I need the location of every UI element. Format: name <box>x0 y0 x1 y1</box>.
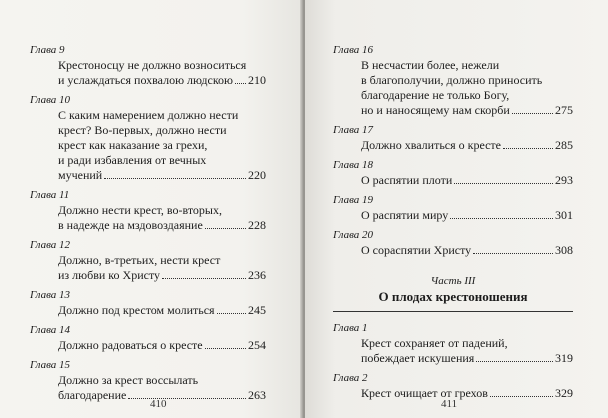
dot-leader <box>512 103 553 114</box>
toc-entry <box>333 44 573 118</box>
chapter-entry <box>333 58 573 118</box>
left-page <box>0 0 303 418</box>
dot-leader <box>450 208 553 219</box>
chapter-entry <box>333 336 573 366</box>
chapter-title <box>361 208 555 223</box>
toc-entry <box>30 324 266 353</box>
chapter-entry <box>30 373 266 403</box>
right-page <box>305 0 608 418</box>
chapter-title-text: Крест очищает от грехов <box>361 386 488 400</box>
chapter-title-text: побеждает искушения <box>361 351 475 365</box>
chapter-title-line: В несчастии более, нежели <box>361 58 500 72</box>
toc-entry <box>333 159 573 188</box>
chapter-title-line <box>58 268 248 283</box>
toc-entry <box>30 239 266 283</box>
chapter-title-text: из любви ко Христу <box>58 268 161 282</box>
page-ref: 285 <box>555 138 573 152</box>
chapter-title <box>361 58 555 118</box>
chapter-title <box>361 173 555 188</box>
dot-leader <box>490 386 553 397</box>
chapter-title-line: крест как наказание за грехи, <box>58 138 208 152</box>
dot-leader <box>128 388 246 399</box>
chapter-title-text: в надежде на мздовоздаяние <box>58 218 203 232</box>
page-ref: 293 <box>555 173 573 187</box>
chapter-label: Глава 16 <box>333 44 374 56</box>
chapter-label: Глава 11 <box>30 189 70 201</box>
chapter-title-line: и ради избавления от вечных <box>58 153 207 167</box>
toc-entry <box>30 189 266 233</box>
page-ref: 228 <box>248 218 266 232</box>
part-heading <box>333 274 573 312</box>
chapter-title <box>58 303 248 318</box>
chapter-title-line <box>361 351 555 366</box>
toc-entry <box>30 94 266 183</box>
dot-leader <box>217 303 246 314</box>
chapter-title-line: Крест сохраняет от падений, <box>361 336 508 350</box>
page-ref: 254 <box>248 338 266 352</box>
chapter-title-line <box>58 218 248 233</box>
chapter-title-line <box>361 243 555 258</box>
left-toc <box>30 44 266 409</box>
chapter-label: Глава 9 <box>30 44 65 56</box>
chapter-title-text: Должно хвалиться о кресте <box>361 138 501 152</box>
chapter-label: Глава 1 <box>333 322 368 334</box>
chapter-title-line <box>361 103 555 118</box>
chapter-entry <box>333 173 573 188</box>
part-rule <box>333 311 573 312</box>
chapter-title <box>361 386 555 401</box>
chapter-title <box>58 203 248 233</box>
chapter-title-line <box>58 303 248 318</box>
chapter-title-line <box>58 338 248 353</box>
page-ref: 263 <box>248 388 266 402</box>
chapter-title-line <box>58 73 248 88</box>
page-ref: 319 <box>555 351 573 365</box>
toc-entry <box>333 372 573 401</box>
page-number-left: 410 <box>150 398 167 410</box>
chapter-label: Глава 10 <box>30 94 71 106</box>
chapter-entry <box>30 303 266 318</box>
part-label: Часть III <box>430 275 476 287</box>
chapter-label: Глава 13 <box>30 289 71 301</box>
chapter-title <box>361 243 555 258</box>
toc-entry <box>333 322 573 366</box>
chapter-entry <box>333 243 573 258</box>
chapter-title-text: благодарение <box>58 388 127 402</box>
chapter-title-text: мучений <box>58 168 103 182</box>
chapter-title-text: Должно под крестом молиться <box>58 303 215 317</box>
dot-leader <box>503 138 553 149</box>
chapter-entry <box>30 203 266 233</box>
page-ref: 245 <box>248 303 266 317</box>
chapter-title-line: благодарение не только Богу, <box>361 88 510 102</box>
dot-leader <box>235 73 246 84</box>
chapter-label: Глава 19 <box>333 194 374 206</box>
chapter-title <box>58 253 248 283</box>
chapter-title-line <box>361 138 555 153</box>
chapter-title-line: Должно, в-третьих, нести крест <box>58 253 221 267</box>
chapter-title-text: и услаждаться похвалою людскою <box>58 73 234 87</box>
dot-leader <box>473 243 553 254</box>
chapter-label: Глава 18 <box>333 159 374 171</box>
chapter-title-line <box>361 386 555 401</box>
toc-entry <box>333 124 573 153</box>
chapter-title <box>58 338 248 353</box>
page-ref: 220 <box>248 168 266 182</box>
page-ref: 210 <box>248 73 266 87</box>
page-ref: 308 <box>555 243 573 257</box>
dot-leader <box>162 268 246 279</box>
chapter-label: Глава 12 <box>30 239 71 251</box>
chapter-title-line: в благополучии, должно приносить <box>361 73 543 87</box>
chapter-title-text: но и наносящему нам скорби <box>361 103 510 117</box>
chapter-title-text: О сораспятии Христу <box>361 243 472 257</box>
chapter-label: Глава 14 <box>30 324 71 336</box>
chapter-title <box>361 138 555 153</box>
chapter-title <box>361 336 555 366</box>
page-ref: 236 <box>248 268 266 282</box>
toc-group-part-three <box>333 322 573 401</box>
chapter-entry <box>333 208 573 223</box>
page-number-right: 411 <box>441 398 458 410</box>
part-title: О плодах крестоношения <box>378 289 528 304</box>
chapter-title-line: Должно нести крест, во-вторых, <box>58 203 222 217</box>
chapter-title-line <box>58 168 248 183</box>
chapter-title-text: Должно радоваться о кресте <box>58 338 203 352</box>
chapter-label: Глава 2 <box>333 372 368 384</box>
chapter-title-line: крест? Во-первых, должно нести <box>58 123 227 137</box>
right-toc <box>333 44 573 407</box>
chapter-title <box>58 108 248 183</box>
chapter-label: Глава 15 <box>30 359 71 371</box>
toc-entry <box>30 289 266 318</box>
chapter-entry <box>30 253 266 283</box>
toc-entry <box>30 44 266 88</box>
dot-leader <box>104 168 246 179</box>
chapter-entry <box>30 338 266 353</box>
chapter-label: Глава 20 <box>333 229 374 241</box>
chapter-title-line <box>361 173 555 188</box>
page-ref: 275 <box>555 103 573 117</box>
dot-leader <box>205 218 246 229</box>
chapter-entry <box>30 108 266 183</box>
page-ref: 301 <box>555 208 573 222</box>
chapter-label: Глава 17 <box>333 124 374 136</box>
chapter-title-line <box>361 208 555 223</box>
toc-entry <box>30 359 266 403</box>
chapter-title-text: О распятии миру <box>361 208 449 222</box>
dot-leader <box>454 173 553 184</box>
chapter-title <box>58 58 248 88</box>
chapter-title-line: С каким намерением должно нести <box>58 108 239 122</box>
toc-entry <box>333 194 573 223</box>
page-ref: 329 <box>555 386 573 400</box>
chapter-title-line: Крестоносцу не должно возноситься <box>58 58 247 72</box>
dot-leader <box>476 351 553 362</box>
dot-leader <box>205 338 246 349</box>
toc-entry <box>333 229 573 258</box>
chapter-entry <box>30 58 266 88</box>
toc-group-part-two <box>333 44 573 258</box>
chapter-entry <box>333 138 573 153</box>
chapter-title-text: О распятии плоти <box>361 173 453 187</box>
chapter-title-line: Должно за крест воссылать <box>58 373 199 387</box>
